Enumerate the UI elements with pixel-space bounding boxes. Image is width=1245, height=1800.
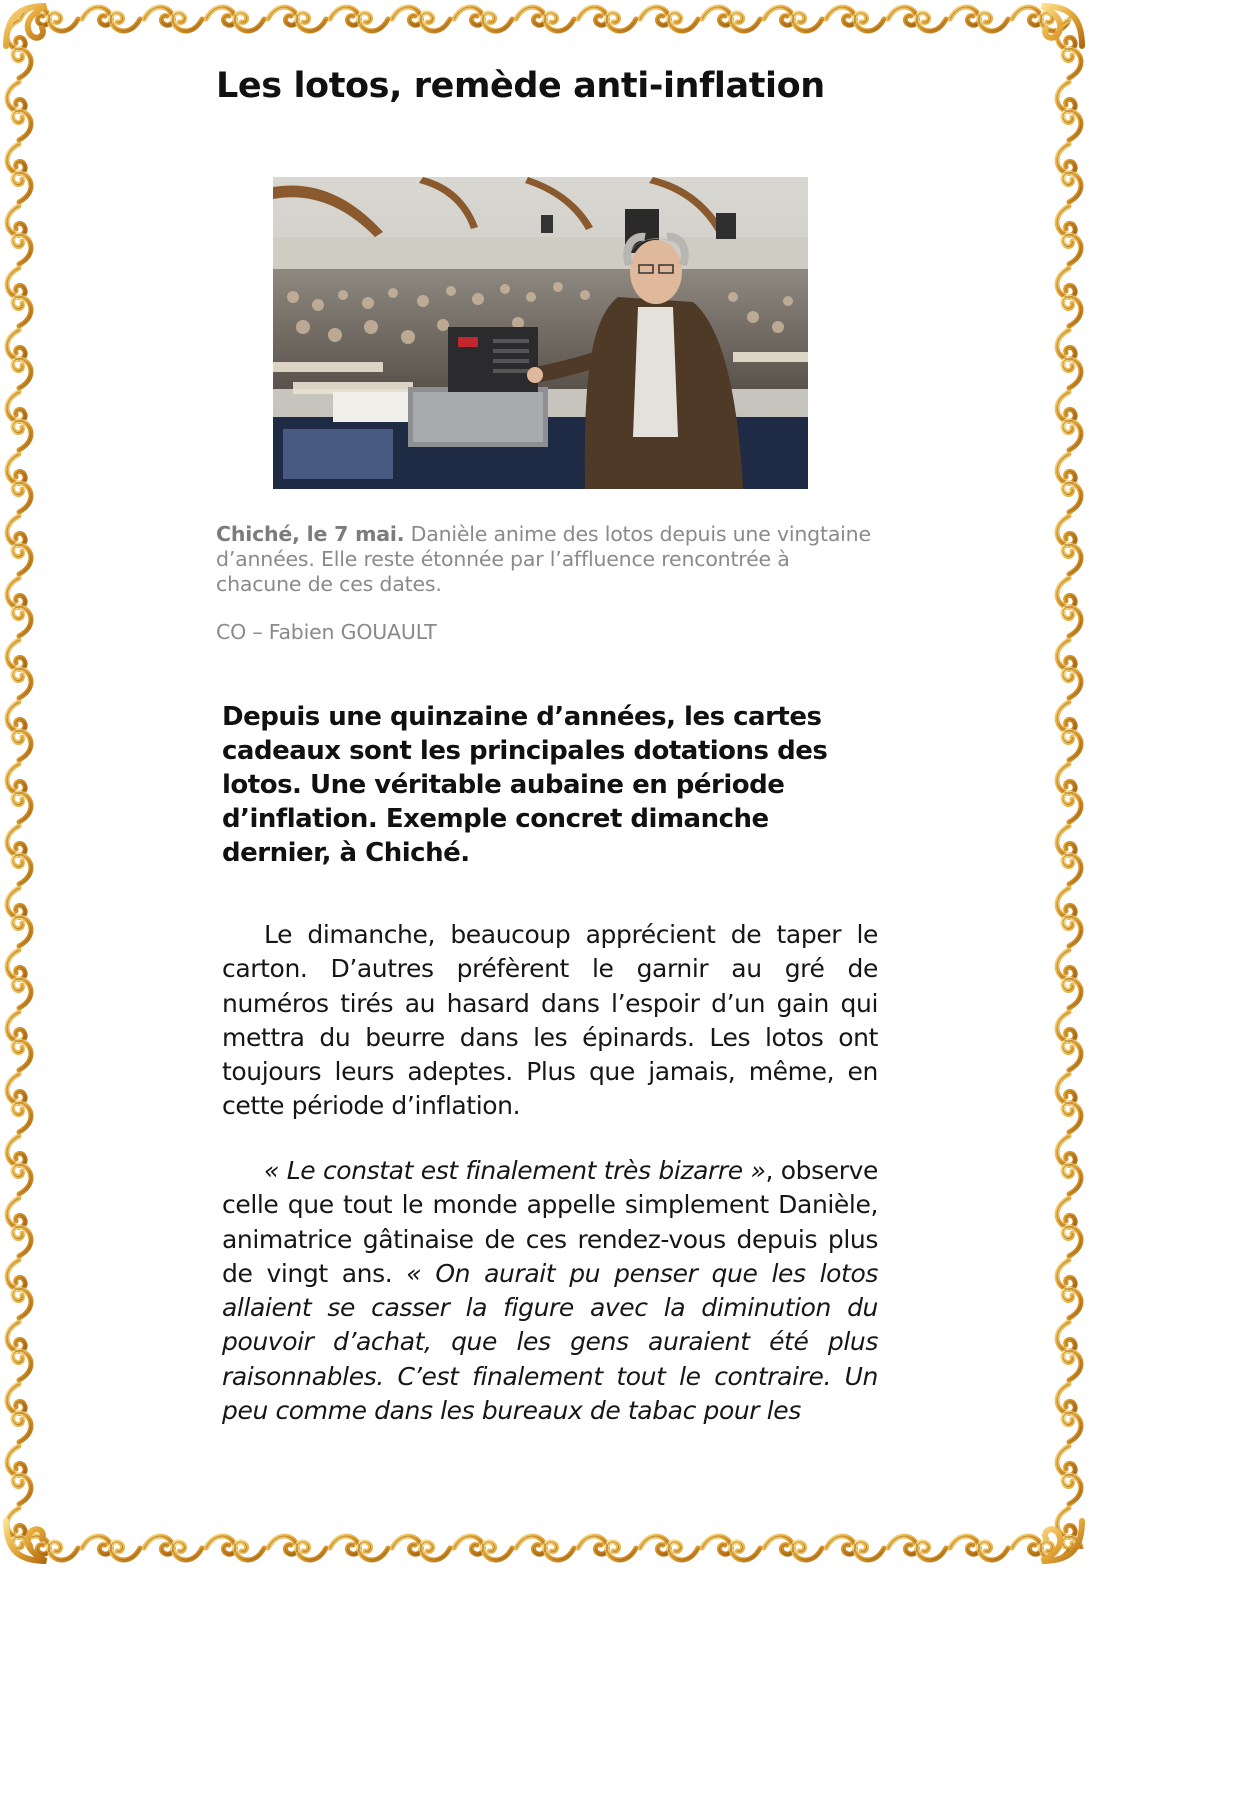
paragraph-1-text: Le dimanche, beaucoup apprécient de taper le carton. D’autres préfèrent le garnir au gré de numéros tirés au hasard dans l’espoir d’un gain qui mettra du beurre dans les épinards. Les lotos ont toujours leurs adeptes. Plus que jamais, même, en cette période d’inflation. xyxy=(222,920,878,1121)
article-paragraph xyxy=(222,918,878,1124)
article-paragraph xyxy=(222,1154,878,1466)
caption-place-date: Chiché, le 7 mai. xyxy=(216,522,405,546)
quote-opening: « Le constat est finalement très bizarre » xyxy=(264,1156,766,1185)
article-title: Les lotos, remède anti-inflation xyxy=(216,66,825,106)
paragraph-2-text: , observe celle que tout le monde appelle simplement Danièle, animatrice gâtinaise de ces rendez-vous depuis plus de vingt ans. xyxy=(222,1156,878,1288)
photo-caption xyxy=(216,522,876,597)
caption-text: Danièle anime des lotos depuis une vingtaine d’années. Elle reste étonnée par l’affluence rencontrée à chacune de ces dates. xyxy=(216,522,871,596)
photo-credit: CO – Fabien GOUAULT xyxy=(216,620,437,644)
quote-continuation: « On aurait pu penser que les lotos allaient se casser la figure avec la diminution du pouvoir d’achat, que les gens auraient été plus raisonnables. C’est finalement tout le contraire. Un peu comme dans les bureaux de tabac pour les xyxy=(222,1258,878,1426)
article-photo xyxy=(273,177,808,489)
article-lead: Depuis une quinzaine d’années, les cartes cadeaux sont les principales dotations des lotos. Une véritable aubaine en période d’inflation. Exemple concret dimanche dernier, à Chiché. xyxy=(222,702,828,868)
